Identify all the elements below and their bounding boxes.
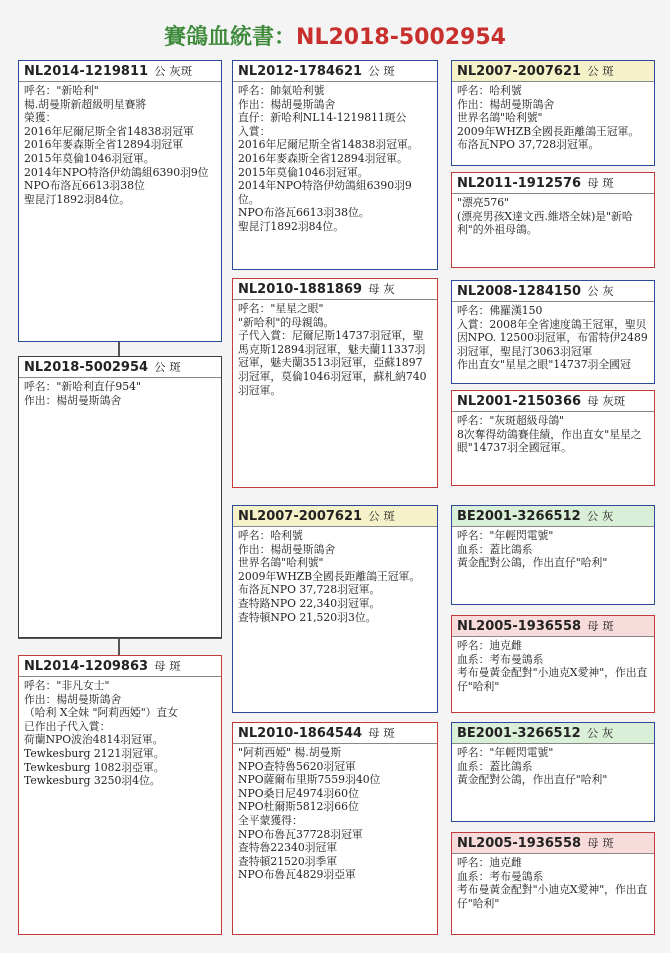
ggp-header bbox=[452, 281, 654, 302]
ring-number: NL2007-2007621 bbox=[457, 64, 582, 79]
card-body bbox=[233, 82, 437, 236]
ring-number: NL2014-1219811 bbox=[24, 64, 149, 79]
card-line: 呼名："年輕閃電號" bbox=[457, 529, 554, 542]
sex-color: 母 斑 bbox=[587, 836, 614, 850]
card-line: 呼名：帥氣哈利號 bbox=[238, 84, 325, 97]
dam-card bbox=[18, 655, 222, 935]
sex-color: 公 斑 bbox=[587, 64, 614, 78]
sex-color: 母 灰 bbox=[368, 282, 395, 296]
ggp-header bbox=[452, 61, 654, 82]
card-line: 血系：蓋比鴿系 bbox=[457, 759, 533, 773]
dam-header bbox=[19, 656, 221, 677]
dam-sire-dam-card bbox=[451, 615, 655, 713]
card-line: "新哈利"的母親鴿。 bbox=[238, 315, 335, 329]
card-line: 2015年莫倫1046羽冠軍。 bbox=[24, 151, 155, 165]
sire-sire-card bbox=[232, 60, 438, 270]
card-line: 作出：楊胡曼斯鴿舍 bbox=[457, 97, 555, 111]
sex-color: 母 斑 bbox=[368, 726, 395, 740]
card-line: 作出：楊胡曼斯鴿舍 bbox=[24, 692, 122, 706]
card-line: 聖昆汀1892羽84位。 bbox=[24, 192, 130, 206]
card-line: 呼名：佛羅漢150 bbox=[457, 304, 543, 317]
card-line: 呼名："星星之眼" bbox=[238, 302, 324, 315]
card-line: NPO薩爾布里斯7559羽40位 bbox=[238, 773, 381, 787]
card-line: 2014年NPO特洛伊幼鴿組6390羽9位。 bbox=[238, 179, 412, 206]
card-line: （哈利 X全妹 "阿莉西婭"）直女 bbox=[24, 706, 179, 720]
sire-dam-dam-card bbox=[451, 390, 655, 486]
card-line: 8次奪得幼鴿賽佳績，作出直女"星星之眼"14737羽全國冠軍。 bbox=[457, 427, 642, 455]
ring-number: NL2005-1936558 bbox=[457, 619, 582, 634]
card-body bbox=[452, 637, 654, 695]
card-line: 呼名：迪克雌 bbox=[457, 856, 522, 869]
sire-sire-header bbox=[233, 61, 437, 82]
card-body bbox=[19, 82, 221, 208]
ring-number: NL2001-2150366 bbox=[457, 394, 582, 409]
card-line: NPO桑日尼4974羽60位 bbox=[238, 786, 359, 800]
card-line: 直仔：新哈利NL14-1219811斑公 bbox=[238, 111, 407, 125]
sire-dam-header bbox=[233, 279, 437, 300]
dam-dam-sire-card bbox=[451, 722, 655, 822]
card-line: "漂亮576" bbox=[457, 196, 510, 209]
card-body bbox=[452, 527, 654, 572]
dam-dam-header bbox=[233, 723, 437, 744]
card-line: Tewkesburg 2121羽冠軍。 bbox=[24, 746, 165, 760]
card-line: 血系：考布曼鴿系 bbox=[457, 652, 544, 666]
sire-sire-sire-card bbox=[451, 60, 655, 166]
card-line: 2009年WHZB全國長距離鴿王冠軍。 bbox=[238, 569, 421, 583]
dam-sire-header bbox=[233, 506, 437, 527]
ggp-header bbox=[452, 723, 654, 744]
card-line: NPO查特魯5620羽冠軍 bbox=[238, 759, 356, 773]
card-line: 聖昆汀1892羽84位。 bbox=[238, 219, 344, 233]
sire-sire-dam-card bbox=[451, 172, 655, 268]
card-line: 入賞： bbox=[238, 124, 271, 138]
card-body bbox=[233, 744, 437, 884]
card-line: 2016年麥森斯全省12894羽冠軍。 bbox=[238, 151, 408, 165]
sex-color: 母 斑 bbox=[154, 659, 181, 673]
card-line: "阿莉西婭" 楊.胡曼斯 bbox=[238, 746, 342, 759]
card-line: 2016年尼爾尼斯全省14838羽冠軍 bbox=[24, 124, 194, 138]
card-line: Tewkesburg 1082羽亞軍。 bbox=[24, 760, 165, 774]
card-line: 呼名："灰斑超級母鴿" bbox=[457, 414, 565, 427]
card-body bbox=[452, 854, 654, 912]
card-line: 呼名："新哈利" bbox=[24, 84, 99, 97]
card-line: NPO布洛瓦6613羽38位 bbox=[24, 179, 145, 193]
card-line: 2016年麥森斯全省12894羽冠軍 bbox=[24, 138, 183, 152]
card-line: 呼名：迪克雌 bbox=[457, 639, 522, 652]
card-line: 呼名：哈利號 bbox=[457, 84, 522, 97]
sex-color: 公 灰 bbox=[586, 726, 614, 740]
subject-header bbox=[19, 357, 221, 378]
sex-color: 母 灰斑 bbox=[587, 394, 626, 408]
card-line: 作出：楊胡曼斯鴿舍 bbox=[24, 393, 122, 407]
title-ring-number: NL2018-5002954 bbox=[296, 25, 506, 50]
card-line: 榮獲： bbox=[24, 111, 57, 125]
ring-number: NL2018-5002954 bbox=[24, 360, 149, 375]
card-line: 布洛瓦NPO 37,728羽冠軍。 bbox=[457, 138, 600, 152]
card-line: 考布曼黃金配對"小迪克X愛神"，作出直仔"哈利" bbox=[457, 883, 648, 910]
card-line: 2016年尼爾尼斯全省14838羽冠軍。 bbox=[238, 138, 419, 152]
sire-dam-sire-card bbox=[451, 280, 655, 384]
card-line: 呼名：哈利號 bbox=[238, 529, 303, 542]
card-line: 血系：考布曼鴿系 bbox=[457, 869, 544, 883]
sex-color: 公 灰斑 bbox=[154, 64, 193, 78]
ggp-header bbox=[452, 391, 654, 412]
card-line: 作出：楊胡曼斯鴿舍 bbox=[238, 97, 336, 111]
card-line: 呼名："非凡女士" bbox=[24, 679, 110, 692]
dam-dam-dam-card bbox=[451, 832, 655, 935]
ring-number: BE2001-3266512 bbox=[457, 726, 581, 741]
ring-number: NL2011-1912576 bbox=[457, 176, 582, 191]
ring-number: NL2008-1284150 bbox=[457, 284, 582, 299]
card-line: NPO布魯瓦4829羽亞軍 bbox=[238, 868, 356, 882]
sire-header bbox=[19, 61, 221, 82]
card-line: 荷蘭NPO波治4814羽冠軍。 bbox=[24, 733, 164, 747]
card-line: 作出直女"星星之眼"14737羽全國冠 bbox=[457, 358, 631, 372]
sex-color: 母 斑 bbox=[587, 619, 614, 633]
card-line: 查特頓21520羽季軍 bbox=[238, 854, 338, 868]
sex-color: 公 斑 bbox=[368, 64, 395, 78]
ggp-header bbox=[452, 616, 654, 637]
card-line: NPO布洛瓦6613羽38位。 bbox=[238, 206, 370, 220]
sex-color: 公 灰 bbox=[586, 509, 614, 523]
card-line: 呼名："年輕閃電號" bbox=[457, 746, 554, 759]
sire-card bbox=[18, 60, 222, 342]
card-line: 2015年莫倫1046羽冠軍。 bbox=[238, 165, 369, 179]
sex-color: 公 斑 bbox=[154, 360, 181, 374]
card-line: Tewkesburg 3250羽4位。 bbox=[24, 774, 161, 788]
sex-color: 公 斑 bbox=[368, 509, 395, 523]
card-line: 楊.胡曼斯新超級明星賽將 bbox=[24, 97, 147, 111]
ring-number: NL2010-1864544 bbox=[238, 726, 363, 741]
ring-number: BE2001-3266512 bbox=[457, 509, 581, 524]
card-line: NPO布魯瓦37728羽冠軍 bbox=[238, 827, 363, 841]
dam-sire-sire-card bbox=[451, 505, 655, 605]
card-line: 子代入賞：尼爾尼斯14737羽冠軍，聖馬克斯12894羽冠軍，魅夫蘭11337羽冠軍，魅夫蘭3513羽冠軍，亞蘇1897羽冠軍，莫倫1046羽冠軍，蘇札納740羽冠軍。 bbox=[238, 329, 427, 397]
dam-dam-card bbox=[232, 722, 438, 935]
card-line: 布洛瓦NPO 37,728羽冠軍。 bbox=[238, 583, 381, 597]
ring-number: NL2005-1936558 bbox=[457, 836, 582, 851]
sex-color: 母 斑 bbox=[587, 176, 614, 190]
card-line: 世界名鴿"哈利號" bbox=[238, 556, 324, 570]
title-prefix: 賽鴿血統書： bbox=[164, 25, 297, 50]
card-line: 血系：蓋比鴿系 bbox=[457, 542, 533, 556]
ggp-header bbox=[452, 833, 654, 854]
card-body bbox=[452, 302, 654, 374]
dam-sire-card bbox=[232, 505, 438, 713]
ring-number: NL2007-2007621 bbox=[238, 509, 363, 524]
card-body bbox=[19, 677, 221, 790]
card-line: 已作出子代入賞： bbox=[24, 719, 111, 733]
connector-line bbox=[118, 637, 120, 657]
ring-number: NL2010-1881869 bbox=[238, 282, 363, 297]
ggp-header bbox=[452, 173, 654, 194]
card-line: 入賞：2008年全省速度鴿王冠軍，聖贝因NPO. 12500羽冠軍，布雷特伊2489羽冠軍，聖昆汀3063羽冠軍 bbox=[457, 317, 648, 358]
card-line: 黃金配對公鴿，作出直仔"哈利" bbox=[457, 773, 608, 787]
card-line: 查特頓NPO 21,520羽3位。 bbox=[238, 610, 377, 624]
ggp-header bbox=[452, 506, 654, 527]
card-body bbox=[233, 300, 437, 399]
card-body bbox=[452, 82, 654, 154]
ring-number: NL2014-1209863 bbox=[24, 659, 149, 674]
card-body bbox=[452, 194, 654, 239]
card-line: 2014年NPO特洛伊幼鴿組6390羽9位 bbox=[24, 165, 209, 179]
card-line: 查特路NPO 22,340羽冠軍。 bbox=[238, 596, 381, 610]
card-line: 黃金配對公鴿，作出直仔"哈利" bbox=[457, 556, 608, 570]
card-line: (漂亮男孩X達文西.維塔全妹)是"新哈利"的外祖母鴿。 bbox=[457, 209, 633, 237]
card-line: 2009年WHZB全國長距離鴿王冠軍。 bbox=[457, 124, 640, 138]
card-body bbox=[452, 412, 654, 457]
page-title bbox=[0, 20, 670, 51]
sire-dam-card bbox=[232, 278, 438, 488]
card-line: NPO杜爾斯5812羽66位 bbox=[238, 800, 359, 814]
sex-color: 公 灰 bbox=[587, 284, 614, 298]
ring-number: NL2012-1784621 bbox=[238, 64, 363, 79]
card-body bbox=[452, 744, 654, 789]
subject-card bbox=[18, 356, 222, 638]
card-line: 查特魯22340羽冠軍 bbox=[238, 841, 338, 855]
card-body bbox=[233, 527, 437, 626]
card-line: 世界名鴿"哈利號" bbox=[457, 111, 543, 125]
card-line: 考布曼黃金配對"小迪克X愛神"，作出直仔"哈利" bbox=[457, 666, 648, 693]
card-line: 全平蒙獲得： bbox=[238, 813, 303, 827]
card-line: 呼名："新哈利直仔954" bbox=[24, 380, 141, 393]
card-line: 作出：楊胡曼斯鴿舍 bbox=[238, 542, 336, 556]
card-body bbox=[19, 378, 221, 409]
